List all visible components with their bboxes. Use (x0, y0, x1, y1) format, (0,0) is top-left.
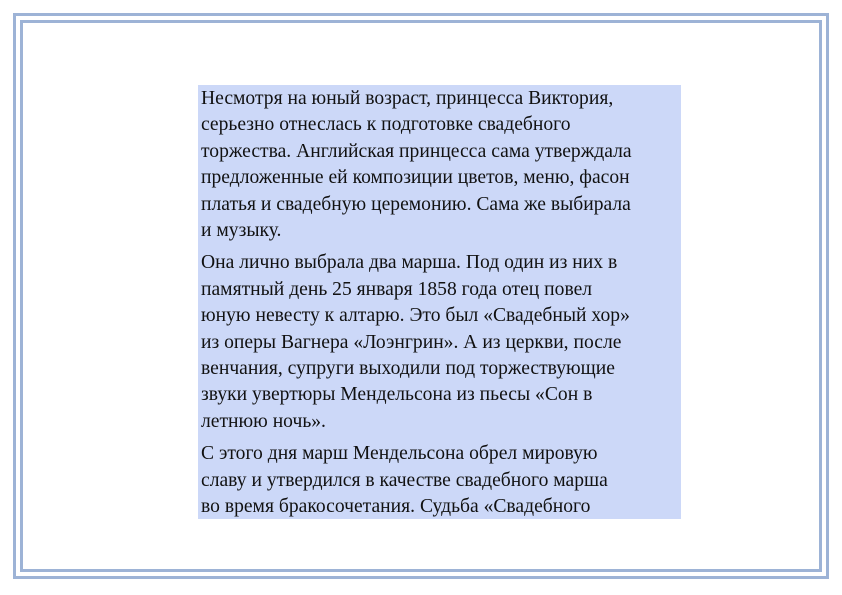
paragraph-1: Несмотря на юный возраст, принцесса Виктория, серьезно отнеслась к подготовке свадебного торжества. Английская принцесса сама утверждала предложенные ей композиции цветов, меню, фасон платья и свадебную церемонию. Сама же выбирала и музыку. (201, 88, 632, 242)
paragraph-3: С этого дня марш Мендельсона обрел мировую славу и утвердился в качестве свадебного марша во время бракосочетания. Судьба «Свадебного (201, 443, 608, 518)
paragraph-2: Она лично выбрала два марша. Под один из них в памятный день 25 января 1858 года отец повел юную невесту к алтарю. Это был «Свадебный хор» из оперы Вагнера «Лоэнгрин». А из церкви, после венчания, супруги выходили под торжествующие звуки увертюры Мендельсона из пьесы «Сон в летнюю ночь». (201, 252, 630, 432)
text-block (198, 85, 681, 519)
